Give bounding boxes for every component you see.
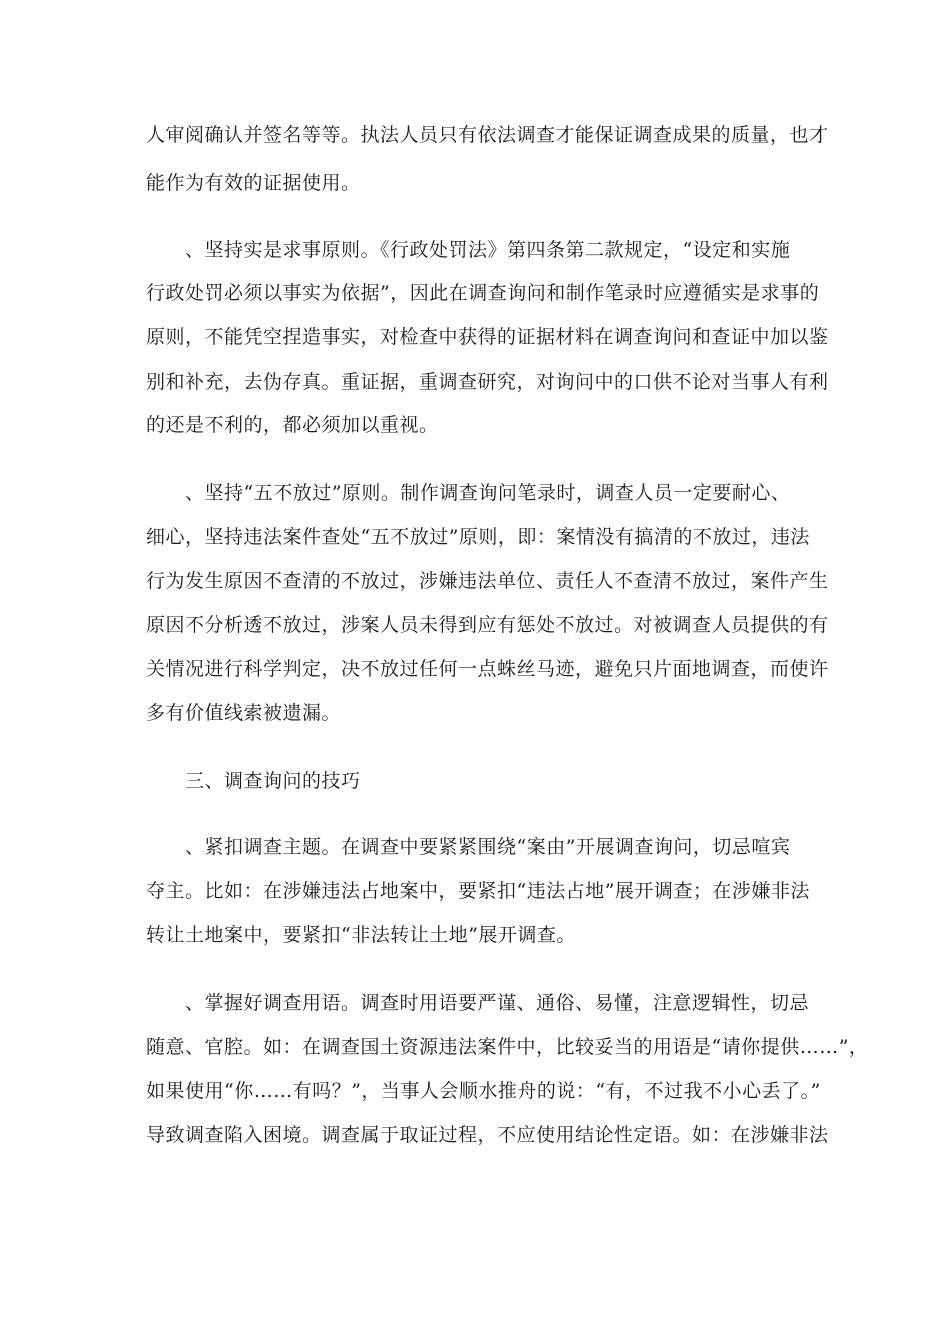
paragraph-line: 导致调查陷入困境。调查属于取证过程，不应使用结论性定语。如：在涉嫌非法 — [146, 1124, 829, 1146]
paragraph-line: 人审阅确认并签名等等。执法人员只有依法调查才能保证调查成果的质量，也才 — [146, 124, 829, 146]
paragraph-line: 能作为有效的证据使用。 — [146, 172, 361, 194]
paragraph-line: 多有价值线索被遗漏。 — [146, 702, 342, 724]
paragraph-line: 、掌握好调查用语。调查时用语要严谨、通俗、易懂，注意逻辑性，切忌 — [185, 992, 810, 1014]
paragraph-line: 如果使用“你……有吗？”，当事人会顺水推舟的说：“有，不过我不小心丢了。” — [146, 1080, 821, 1102]
section-heading: 三、调查询问的技巧 — [185, 770, 361, 792]
paragraph-line: 的还是不利的，都必须加以重视。 — [146, 414, 439, 436]
paragraph-line: 、紧扣调查主题。在调查中要紧紧围绕“案由”开展调查询问，切忌喧宾 — [185, 836, 791, 858]
paragraph-line: 随意、官腔。如：在调查国土资源违法案件中，比较妥当的用语是“请你提供……”， — [146, 1036, 869, 1058]
paragraph-line: 细心，坚持违法案件查处“五不放过”原则，即：案情没有搞清的不放过，违法 — [146, 526, 810, 548]
paragraph-line: 行政处罚必须以事实为依据”，因此在调查询问和制作笔录时应遵循实是求事的 — [146, 282, 820, 304]
paragraph-line: 关情况进行科学判定，决不放过任何一点蛛丝马迹，避免只片面地调查，而使许 — [146, 658, 829, 680]
paragraph-line: 、坚持“五不放过”原则。制作调查询问笔录时，调查人员一定要耐心、 — [185, 482, 791, 504]
paragraph-line: 夺主。比如：在涉嫌违法占地案中，要紧扣“违法占地”展开调查；在涉嫌非法 — [146, 880, 810, 902]
paragraph-line: 转让土地案中，要紧扣“非法转让土地”展开调查。 — [146, 924, 576, 946]
paragraph-line: 、坚持实是求事原则。《行政处罚法》第四条第二款规定，“设定和实施 — [185, 239, 791, 261]
paragraph-line: 行为发生原因不查清的不放过，涉嫌违法单位、责任人不查清不放过，案件产生 — [146, 570, 829, 592]
paragraph-line: 原因不分析透不放过，涉案人员未得到应有惩处不放过。对被调查人员提供的有 — [146, 614, 829, 636]
paragraph-line: 别和补充，去伪存真。重证据，重调查研究，对询问中的口供不论对当事人有利 — [146, 371, 829, 393]
paragraph-line: 原则，不能凭空捏造事实，对检查中获得的证据材料在调查询问和查证中加以鉴 — [146, 326, 829, 348]
